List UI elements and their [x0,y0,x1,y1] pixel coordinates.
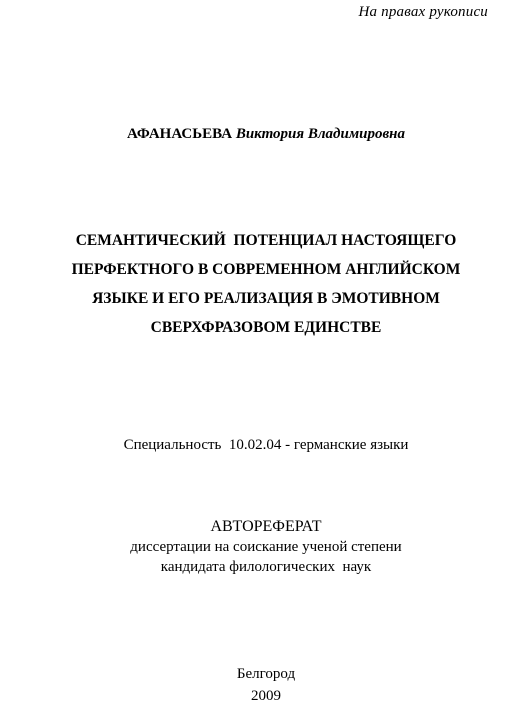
year: 2009 [251,688,281,704]
abstract-degree-line: кандидата филологических наук [160,559,372,575]
title-line: ЯЗЫКЕ И ЕГО РЕАЛИЗАЦИЯ В ЭМОТИВНОМ [92,290,440,307]
specialty-line: Специальность 10.02.04 - германские языки [123,437,409,453]
author-surname: АФАНАСЬЕВА [127,126,233,142]
title-line: СЕМАНТИЧЕСКИЙ ПОТЕНЦИАЛ НАСТОЯЩЕГО [75,232,457,249]
dissertation-title [0,226,532,342]
abstract-block [0,517,532,577]
place-and-year [0,663,532,707]
rights-note: На правах рукописи [358,4,488,20]
city: Белгород [236,666,296,682]
author-name [0,126,532,143]
title-line: ПЕРФЕКТНОГО В СОВРЕМЕННОМ АНГЛИЙСКОМ [71,261,461,278]
abstract-heading: АВТОРЕФЕРАТ [210,518,322,535]
abstract-description-line: диссертации на соискание ученой степени [130,539,402,555]
author-given-names: Виктория Владимировна [235,126,405,142]
title-line: СВЕРХФРАЗОВОМ ЕДИНСТВЕ [150,319,382,336]
